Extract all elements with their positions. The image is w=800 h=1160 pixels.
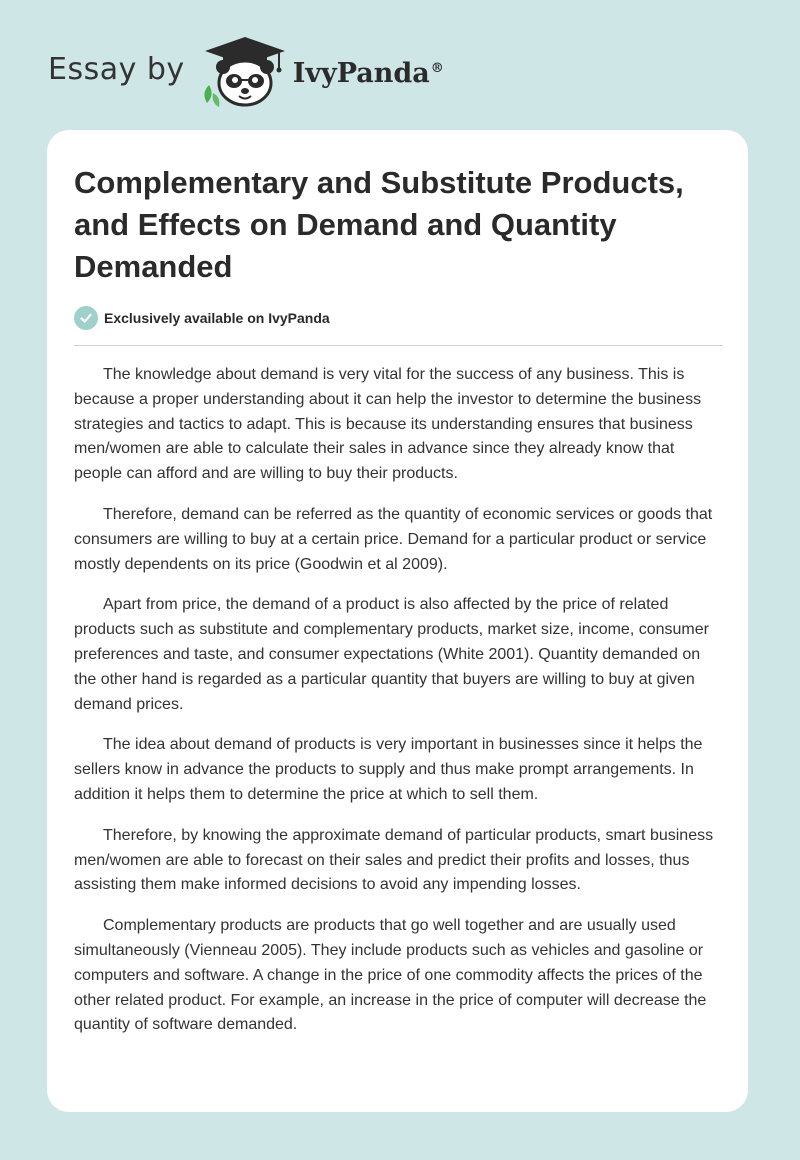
essay-by-label: Essay by — [48, 51, 185, 87]
registered-mark: ® — [430, 60, 444, 76]
paragraph: The idea about demand of products is very important in businesses since it helps the sellers know in advance the products to supply and thus make prompt arrangements. In addition it helps them to determine the price at which to sell them. — [74, 736, 703, 803]
brand-name[interactable]: IvyPanda® — [292, 57, 444, 89]
paragraph: The knowledge about demand is very vital for the success of any business. This is because a proper understanding about it can help the investor to determine the business strategies and tactics to adapt. This is because its understanding ensures that business men/women are able to calculate their sales in advance since they already know that people can afford and are willing to buy their products. — [74, 366, 702, 483]
page-title: Complementary and Substitute Products, and Effects on Demand and Quantity Demanded — [74, 165, 684, 284]
paragraph: Therefore, by knowing the approximate demand of particular products, smart business men/women are able to forecast on their sales and predict their profits and losses, thus assisting them make informed decisions to avoid any impending losses. — [74, 826, 714, 894]
badge-label: Exclusively available on IvyPanda — [104, 310, 330, 326]
essay-card — [47, 130, 748, 1112]
check-circle-icon — [74, 306, 98, 330]
exclusive-badge — [74, 306, 330, 330]
site-header — [48, 34, 444, 110]
paragraph: Complementary products are products that go well together and are usually used simultaneously (Vienneau 2005). They include products such as vehicles and gasoline or computers and software. A change in the price of one commodity affects the prices of the other related product. For example, an increase in the price of computer will decrease the quantity of software demanded. — [74, 917, 707, 1034]
paragraph: Therefore, demand can be referred as the quantity of economic services or goods that consumers are willing to buy at a certain price. Demand for a particular product or service mostly dependents on its price (Goodwin et al 2009). — [74, 505, 713, 573]
essay-body — [74, 363, 726, 1054]
paragraph: Apart from price, the demand of a product is also affected by the price of related products such as substitute and complementary products, market size, income, consumer preferences and taste, and consumer expectations (White 2001). Quantity demanded on the other hand is regarded as a particular quantity that buyers are willing to buy at given demand prices. — [74, 596, 709, 713]
panda-graduate-icon[interactable] — [199, 35, 291, 109]
title-divider — [74, 345, 723, 346]
